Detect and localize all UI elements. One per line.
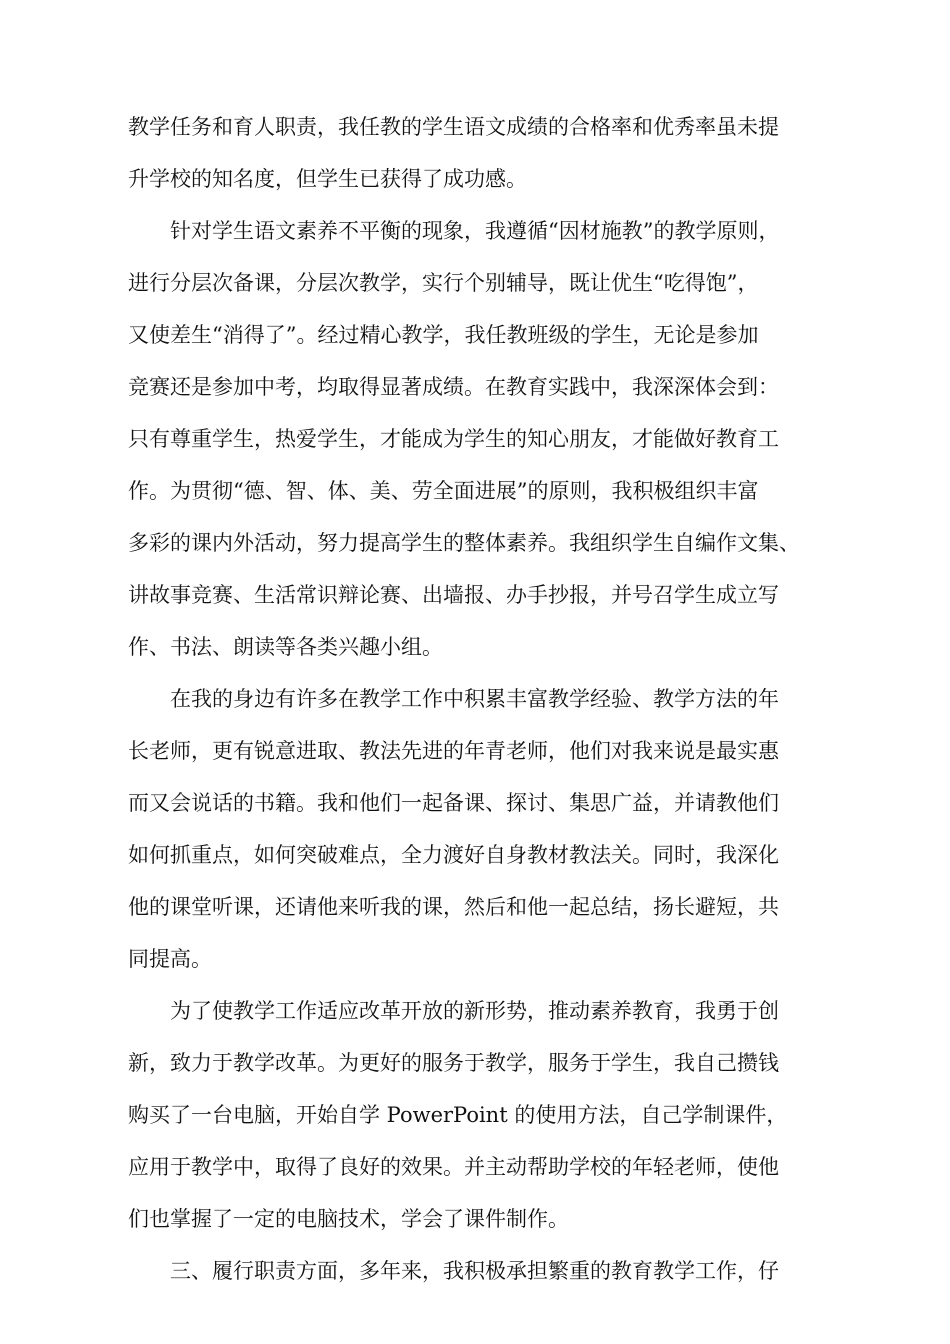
paragraph-first-line: 三、履行职责方面，多年来，我积极承担繁重的教育教学工作，仔 [170, 1259, 779, 1283]
text-line: 如何抓重点，如何突破难点，全力渡好自身教材教法关。同时，我深化 [128, 843, 779, 867]
paragraph-first-line: 在我的身边有许多在教学工作中积累丰富教学经验、教学方法的年 [170, 687, 779, 711]
text-line: 们也掌握了一定的电脑技术，学会了课件制作。 [128, 1207, 569, 1231]
text-line: 又使差生“消得了”。经过精心教学，我任教班级的学生，无论是参加 [128, 323, 759, 347]
paragraph-first-line: 为了使教学工作适应改革开放的新形势，推动素养教育，我勇于创 [170, 999, 779, 1023]
paragraph-first-line: 针对学生语文素养不平衡的现象，我遵循“因材施教”的教学原则， [170, 219, 780, 243]
text-line: 他的课堂听课，还请他来听我的课，然后和他一起总结，扬长避短，共 [128, 895, 779, 919]
text-line: 长老师，更有锐意进取、教法先进的年青老师，他们对我来说是最实惠 [128, 739, 779, 763]
text-line: 同提高。 [128, 947, 212, 971]
text-line: 进行分层次备课，分层次教学，实行个别辅导，既让优生“吃得饱”， [128, 271, 759, 295]
text-line: 购买了一台电脑，开始自学 PowerPoint 的使用方法，自己学制课件， [128, 1103, 788, 1127]
text-line: 新，致力于教学改革。为更好的服务于教学，服务于学生，我自己攒钱 [128, 1051, 779, 1075]
text-line: 作。为贯彻“德、智、体、美、劳全面进展”的原则，我积极组织丰富 [128, 479, 759, 503]
text-line: 讲故事竞赛、生活常识辩论赛、出墙报、办手抄报，并号召学生成立写 [128, 583, 779, 607]
text-line: 升学校的知名度，但学生已获得了成功感。 [128, 167, 527, 191]
text-line: 只有尊重学生，热爱学生，才能成为学生的知心朋友，才能做好教育工 [128, 427, 779, 451]
text-line: 作、书法、朗读等各类兴趣小组。 [128, 635, 443, 659]
text-line: 应用于教学中，取得了良好的效果。并主动帮助学校的年轻老师，使他 [128, 1155, 779, 1179]
text-line: 而又会说话的书籍。我和他们一起备课、探讨、集思广益，并请教他们 [128, 791, 779, 815]
text-line: 教学任务和育人职责，我任教的学生语文成绩的合格率和优秀率虽未提 [128, 115, 779, 139]
text-line: 多彩的课内外活动，努力提高学生的整体素养。我组织学生自编作文集、 [128, 531, 800, 555]
text-line: 竞赛还是参加中考，均取得显著成绩。在教育实践中，我深深体会到： [128, 375, 779, 399]
